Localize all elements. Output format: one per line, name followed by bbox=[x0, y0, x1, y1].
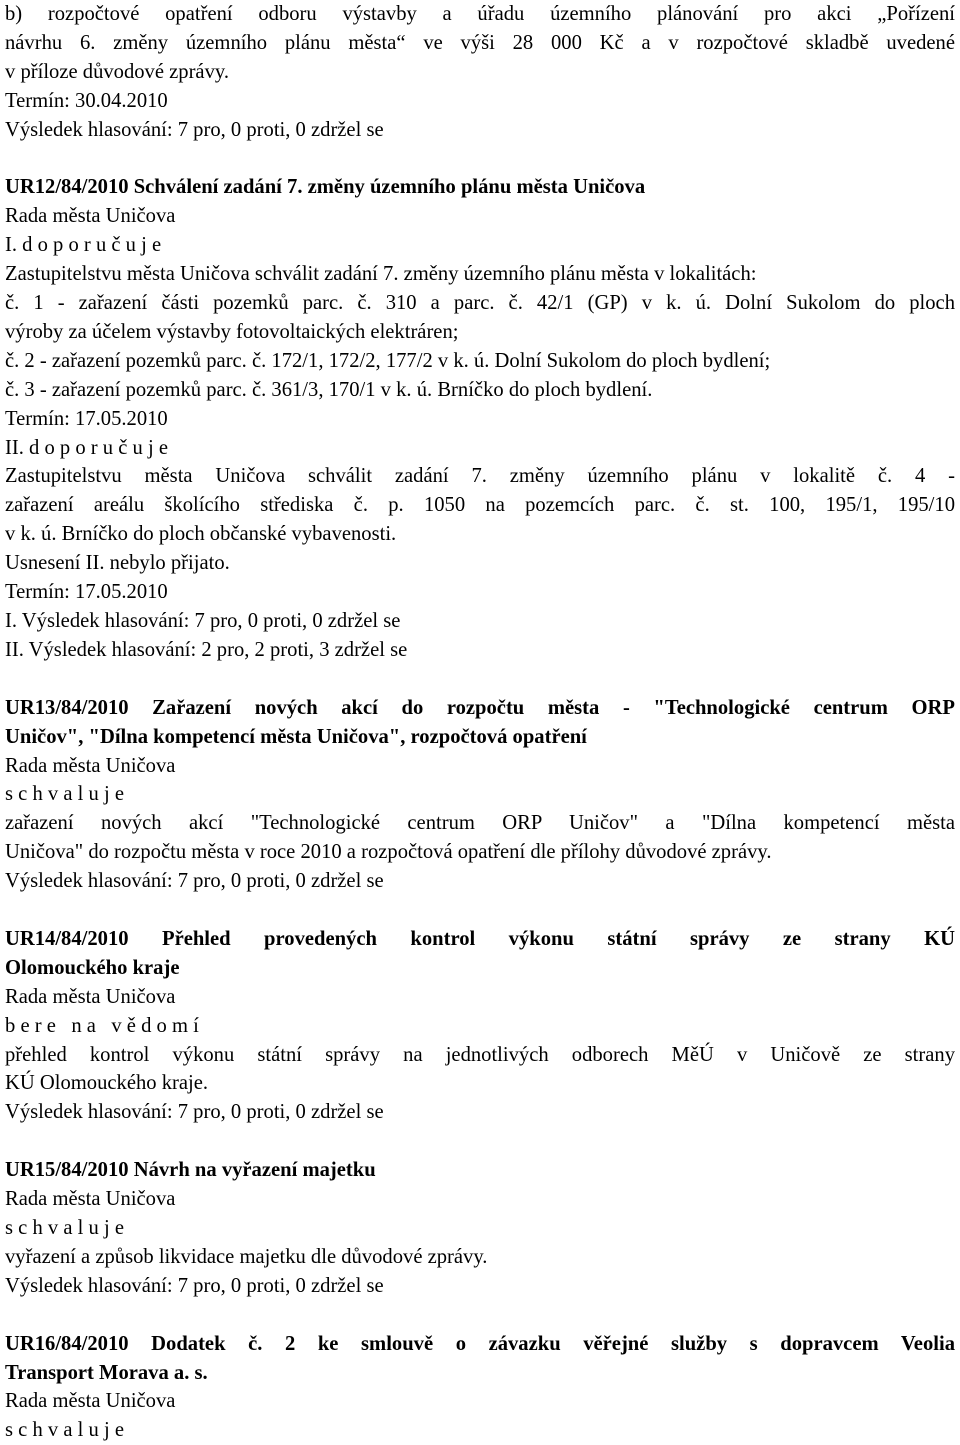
resolution-body: Rada města Uničova bbox=[5, 985, 176, 1008]
deadline-text: Termín: 17.05.2010 bbox=[5, 407, 168, 430]
resolution-action: s c h v a l u j e bbox=[5, 1419, 124, 1442]
paragraph-line: Usnesení II. nebylo přijato. bbox=[5, 552, 230, 575]
resolution-body: Rada města Uničova bbox=[5, 205, 176, 228]
paragraph-line: Zastupitelstvu města Uničova schválit zadání 7. změny územního plánu v lokalitě č. 4 - bbox=[5, 465, 955, 488]
resolution-ur12 bbox=[5, 173, 955, 664]
paragraph-line: č. 1 - zařazení části pozemků parc. č. 310 a parc. č. 42/1 (GP) v k. ú. Dolní Sukolom do ploch bbox=[5, 292, 955, 315]
resolution-heading: Transport Morava a. s. bbox=[5, 1361, 208, 1384]
resolution-body: Rada města Uničova bbox=[5, 1390, 176, 1413]
vote-result: I. Výsledek hlasování: 7 pro, 0 proti, 0 zdržel se bbox=[5, 610, 401, 633]
resolution-action: s c h v a l u j e bbox=[5, 783, 124, 806]
section-budget-measure bbox=[5, 0, 955, 145]
vote-result: Výsledek hlasování: 7 pro, 0 proti, 0 zdržel se bbox=[5, 1274, 384, 1297]
paragraph-line: Uničova" do rozpočtu města v roce 2010 a rozpočtová opatření dle přílohy důvodové zprávy. bbox=[5, 841, 772, 864]
resolution-action: I. d o p o r u č u j e bbox=[5, 234, 162, 257]
paragraph-line: výroby za účelem výstavby fotovoltaických elektráren; bbox=[5, 320, 459, 343]
vote-result: Výsledek hlasování: 7 pro, 0 proti, 0 zdržel se bbox=[5, 118, 384, 141]
paragraph-line: přehled kontrol výkonu státní správy na jednotlivých odborech MěÚ v Uničově ze strany bbox=[5, 1043, 955, 1066]
spacer bbox=[5, 1127, 955, 1156]
vote-result: Výsledek hlasování: 7 pro, 0 proti, 0 zdržel se bbox=[5, 870, 384, 893]
resolution-ur14 bbox=[5, 925, 955, 1127]
spacer bbox=[5, 665, 955, 694]
resolution-heading: Uničov", "Dílna kompetencí města Uničova", rozpočtová opatření bbox=[5, 725, 587, 748]
paragraph-line: Zastupitelstvu města Uničova schválit zadání 7. změny územního plánu města v lokalitách: bbox=[5, 263, 757, 286]
resolution-heading: UR14/84/2010 Přehled provedených kontrol výkonu státní správy ze strany KÚ bbox=[5, 927, 955, 950]
spacer bbox=[5, 896, 955, 925]
deadline-text: Termín: 30.04.2010 bbox=[5, 89, 168, 112]
resolution-action: II. d o p o r u č u j e bbox=[5, 436, 168, 459]
resolution-action: s c h v a l u j e bbox=[5, 1217, 124, 1239]
resolution-heading: UR15/84/2010 Návrh na vyřazení majetku bbox=[5, 1159, 376, 1182]
resolution-ur16 bbox=[5, 1330, 955, 1445]
paragraph-line: b) rozpočtové opatření odboru výstavby a úřadu územního plánování pro akci „Pořízení bbox=[5, 3, 955, 25]
resolution-ur15 bbox=[5, 1156, 955, 1301]
spacer bbox=[5, 145, 955, 174]
deadline-text: Termín: 17.05.2010 bbox=[5, 581, 168, 604]
vote-result: Výsledek hlasování: 7 pro, 0 proti, 0 zdržel se bbox=[5, 1101, 384, 1124]
resolution-body: Rada města Uničova bbox=[5, 1188, 176, 1211]
vote-result: II. Výsledek hlasování: 2 pro, 2 proti, 3 zdržel se bbox=[5, 638, 408, 661]
resolution-heading: Olomouckého kraje bbox=[5, 956, 180, 979]
paragraph-line: v k. ú. Brníčko do ploch občanské vybavenosti. bbox=[5, 523, 397, 546]
paragraph-line: vyřazení a způsob likvidace majetku dle důvodové zprávy. bbox=[5, 1245, 488, 1268]
paragraph-line: KÚ Olomouckého kraje. bbox=[5, 1072, 209, 1095]
paragraph-line: návrhu 6. změny územního plánu města“ ve výši 28 000 Kč a v rozpočtové skladbě uvedené bbox=[5, 31, 955, 54]
resolution-ur13 bbox=[5, 694, 955, 896]
resolution-heading: UR12/84/2010 Schválení zadání 7. změny územního plánu města Uničova bbox=[5, 176, 646, 199]
resolution-body: Rada města Uničova bbox=[5, 754, 176, 777]
resolution-action: b e r e n a v ě d o m í bbox=[5, 1014, 199, 1037]
paragraph-line: č. 3 - zařazení pozemků parc. č. 361/3, 170/1 v k. ú. Brníčko do ploch bydlení. bbox=[5, 378, 653, 401]
resolution-heading: UR13/84/2010 Zařazení nových akcí do rozpočtu města - "Technologické centrum ORP bbox=[5, 696, 955, 719]
paragraph-line: č. 2 - zařazení pozemků parc. č. 172/1, 172/2, 177/2 v k. ú. Dolní Sukolom do ploch bydlení; bbox=[5, 349, 771, 372]
paragraph-line: zařazení areálu školícího střediska č. p. 1050 na pozemcích parc. č. st. 100, 195/1, 195/10 bbox=[5, 494, 955, 517]
resolution-heading: UR16/84/2010 Dodatek č. 2 ke smlouvě o závazku věřejné služby s dopravcem Veolia bbox=[5, 1332, 955, 1355]
paragraph-line: v příloze důvodové zprávy. bbox=[5, 60, 229, 83]
spacer bbox=[5, 1301, 955, 1330]
paragraph-line: zařazení nových akcí "Technologické centrum ORP Uničov" a "Dílna kompetencí města bbox=[5, 812, 955, 835]
